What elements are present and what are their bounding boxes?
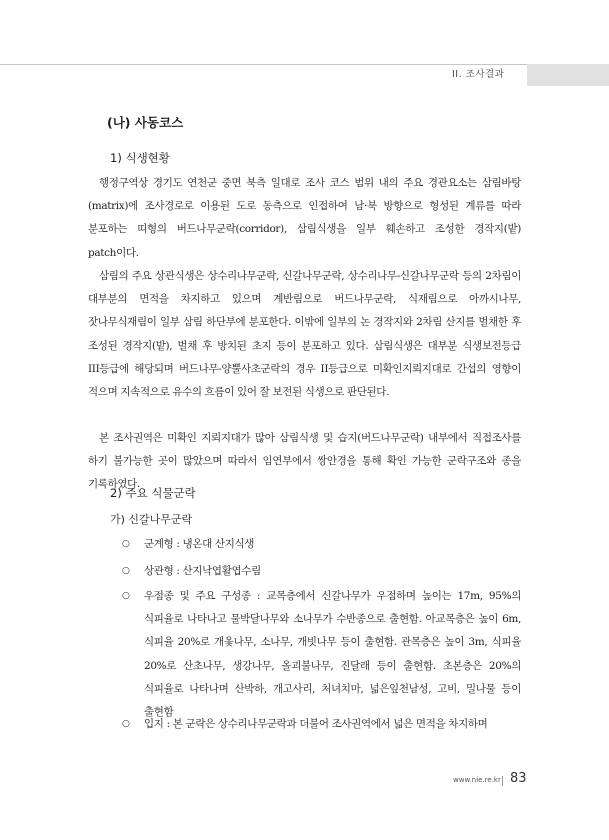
list-item-text: 군계형 : 냉온대 산지식생: [144, 538, 255, 550]
bullet-circle-icon: ○: [122, 539, 130, 549]
running-header-section: II. 조사결과: [452, 69, 505, 80]
paragraph-2: 삼림의 주요 상관식생은 상수리나무군락, 신갈나무군락, 상수리나무-신갈나무군락 등의 2차림이 대부분의 면적을 차지하고 있으며 계반림으로 버드나무군락, 식재림으로 아까시나무, 잣나무식재림이 일부 삼림 하단부에 분포한다. 이밖에 일부의 논 경작지와 2차림 산지를 벌채한 후 조성된 경작지(밭), 벌채 후 방치된 초지 등이 분포하고 있다. 삼림식생은 대부분 식생보전등급 III등급에 해당되며 버드나무-양뿔사초군락의 경우 II등급으로 미확인지뢰지대로 간섭의 영향이 적으며 지속적으로 유수의 흐름이 있어 잘 보전된 식생으로 판단된다.: [88, 270, 521, 399]
header-tab-block: [527, 64, 609, 86]
list-item: [122, 560, 521, 583]
paragraph-1: 행정구역상 경기도 연천군 중면 북측 일대로 조사 코스 범위 내의 주요 경관요소는 삼림바탕(matrix)에 조사경로로 이용된 도로 동측으로 인접하여 남·북 방향으로 형성된 계류를 따라 분포하는 띠형의 버드나무군락(corridor), 삼림식생을 일부 훼손하고 조성한 경작지(밭) patch이다.: [88, 177, 521, 259]
page-number: 83: [510, 771, 527, 786]
list-item-text: 우점종 및 주요 구성종 : 교목층에서 신갈나무가 우점하며 높이는 17m, 95%의 식피율로 나타나고 물박달나무와 소나무가 수반종으로 출현함. 아교목층은 높이 6m, 식피율 20%로 개옻나무, 소나무, 개빗나무 등이 출현함. 관목층은 높이 3m, 식피율 20%로 산초나무, 생강나무, 올괴불나무, 진달래 등이 출현함. 초본층은 20%의 식피율로 나타나며 산박하, 개고사리, 처녀치마, 넓은잎천남성, 고비, 밀나물 등이 출현함: [144, 590, 521, 719]
footer-url: www.nie.re.kr: [453, 776, 501, 784]
list-item: [122, 713, 521, 736]
list-item: [122, 585, 521, 724]
bullet-circle-icon: ○: [122, 591, 130, 601]
list-item: [122, 533, 521, 556]
subsection-title-vegetation: 1) 식생현황: [110, 151, 170, 165]
list-item-text: 상관형 : 산지낙엽활엽수림: [144, 565, 261, 577]
subsection-title-communities: 2) 주요 식물군락: [110, 486, 196, 500]
list-item-text: 입지 : 본 군락은 상수리나무군락과 더불어 조사권역에서 넓은 면적을 차지하며: [144, 718, 488, 730]
footer-separator: [502, 776, 503, 786]
community-title-mongolian-oak: 가) 신갈나무군락: [110, 513, 193, 526]
bullet-circle-icon: ○: [122, 566, 130, 576]
bullet-circle-icon: ○: [122, 719, 130, 729]
section-title: (나) 사동코스: [107, 115, 184, 130]
paragraph-3: 본 조사권역은 미확인 지뢰지대가 많아 삼림식생 및 습지(버드나무군락) 내부에서 직접조사를 하기 불가능한 곳이 많았으며 따라서 임연부에서 쌍안경을 통해 확인 가능한 군락구조와 종을 기록하였다.: [88, 432, 521, 491]
